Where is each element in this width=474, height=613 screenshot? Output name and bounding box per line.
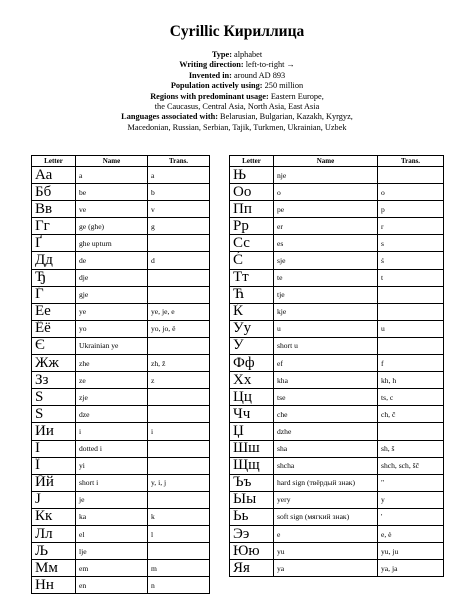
name-cell: ghe upturn (76, 235, 148, 252)
letter-cell: І (32, 440, 76, 457)
table-row (230, 252, 444, 269)
letter-cell: Ии (32, 423, 76, 440)
name-cell: yo (76, 320, 148, 337)
trans-cell: yu, ju (378, 543, 444, 560)
letter-cell: Љ (32, 543, 76, 560)
info-invented-in: Invented in: around AD 893 (188, 70, 286, 80)
name-cell: dje (76, 269, 148, 286)
table-row (230, 184, 444, 201)
table-row (32, 423, 210, 440)
name-cell: ye (76, 303, 148, 320)
name-cell: i (76, 423, 148, 440)
letter-cell: Ї (32, 457, 76, 474)
trans-cell: u (378, 320, 444, 337)
trans-cell: t (378, 269, 444, 286)
letter-cell: Зз (32, 372, 76, 389)
table-row (32, 252, 210, 269)
name-cell: dotted i (76, 440, 148, 457)
trans-cell (148, 457, 210, 474)
letter-cell: Хх (230, 372, 274, 389)
table-row (32, 577, 210, 594)
letter-cell: Чч (230, 406, 274, 423)
name-cell: yi (76, 457, 148, 474)
letter-cell: Ђ (32, 269, 76, 286)
table-header-row (32, 156, 210, 167)
table-row (32, 372, 210, 389)
table-row (230, 508, 444, 525)
trans-cell: yo, jo, ë (148, 320, 210, 337)
name-cell: er (274, 218, 378, 235)
trans-cell: ye, je, e (148, 303, 210, 320)
info-type: Type: alphabet (211, 50, 263, 59)
letter-cell: Ѕ (32, 389, 76, 406)
letter-cell: Щщ (230, 457, 274, 474)
trans-cell (378, 423, 444, 440)
letter-cell: Ґ (32, 235, 76, 252)
letter-cell: Дд (32, 252, 76, 269)
letter-cell: Нн (32, 577, 76, 594)
letter-cell: Ќ (230, 303, 274, 320)
letter-cell: Оо (230, 184, 274, 201)
name-cell: zje (76, 389, 148, 406)
table-row (32, 560, 210, 577)
table-row (32, 440, 210, 457)
name-cell: sje (274, 252, 378, 269)
trans-cell: e, è (378, 525, 444, 542)
name-cell: a (76, 167, 148, 184)
trans-cell: ya, ja (378, 560, 444, 577)
letter-cell: Сс (230, 235, 274, 252)
trans-cell: o (378, 184, 444, 201)
table-row (230, 286, 444, 303)
letter-cell: Ћ (230, 286, 274, 303)
trans-cell: i (148, 423, 210, 440)
trans-cell (378, 337, 444, 354)
name-cell: ya (274, 560, 378, 577)
table-row (32, 474, 210, 491)
info-languages: Languages associated with: Belarusian, Bulgarian, Kazakh, Kyrgyz, (121, 112, 353, 122)
trans-cell (378, 286, 444, 303)
table-row (230, 201, 444, 218)
table-row (32, 389, 210, 406)
letter-cell: Шш (230, 440, 274, 457)
letter-cell: Фф (230, 355, 274, 372)
trans-cell: n (148, 577, 210, 594)
table-row (32, 218, 210, 235)
letter-cell: Ѓ (32, 286, 76, 303)
header-name: Name (274, 156, 378, 167)
trans-cell: s (378, 235, 444, 252)
name-cell: pe (274, 201, 378, 218)
trans-cell (148, 235, 210, 252)
trans-cell: zh, ž (148, 355, 210, 372)
name-cell: tje (274, 286, 378, 303)
name-cell: gje (76, 286, 148, 303)
name-cell: es (274, 235, 378, 252)
letter-cell: Џ (230, 423, 274, 440)
trans-cell (148, 440, 210, 457)
trans-cell: ' (378, 508, 444, 525)
table-row (230, 372, 444, 389)
alphabet-info (0, 50, 474, 133)
letter-cell: Ј (32, 491, 76, 508)
name-cell: soft sign (мягкий знак) (274, 508, 378, 525)
letter-cell: Бб (32, 184, 76, 201)
trans-cell: p (378, 201, 444, 218)
trans-cell: k (148, 508, 210, 525)
table-row (230, 337, 444, 354)
letter-cell: Цц (230, 389, 274, 406)
name-cell: nje (274, 167, 378, 184)
letter-cell: Мм (32, 560, 76, 577)
table-row (230, 525, 444, 542)
letter-cell: Ьь (230, 508, 274, 525)
table-header-row (230, 156, 444, 167)
table-row (32, 406, 210, 423)
name-cell: ef (274, 355, 378, 372)
table-row (32, 491, 210, 508)
table-row (230, 389, 444, 406)
letter-cell: Ъъ (230, 474, 274, 491)
table-row (230, 440, 444, 457)
trans-cell: a (148, 167, 210, 184)
trans-cell: d (148, 252, 210, 269)
name-cell: el (76, 525, 148, 542)
table-row (32, 303, 210, 320)
letter-cell: Гг (32, 218, 76, 235)
table-row (230, 457, 444, 474)
table-row (230, 235, 444, 252)
trans-cell: " (378, 474, 444, 491)
trans-cell (378, 303, 444, 320)
trans-cell: shch, sch, šč (378, 457, 444, 474)
name-cell: tse (274, 389, 378, 406)
table-row (32, 355, 210, 372)
letter-cell: Юю (230, 543, 274, 560)
name-cell: hard sign (твёрдый знак) (274, 474, 378, 491)
header-name: Name (76, 156, 148, 167)
letters-table-right (229, 155, 444, 577)
info-population: Population actively using: 250 million (170, 81, 304, 91)
header-letter: Letter (230, 156, 274, 167)
trans-cell: ś (378, 252, 444, 269)
trans-cell: sh, š (378, 440, 444, 457)
letter-cell: Тт (230, 269, 274, 286)
trans-cell (378, 167, 444, 184)
trans-cell: ts, c (378, 389, 444, 406)
trans-cell: b (148, 184, 210, 201)
trans-cell: m (148, 560, 210, 577)
letter-cell: Жж (32, 355, 76, 372)
letter-cell: Ёё (32, 320, 76, 337)
header-letter: Letter (32, 156, 76, 167)
page-title: Cyrillic Кириллица (169, 23, 305, 40)
table-row (32, 269, 210, 286)
name-cell: be (76, 184, 148, 201)
table-row (230, 543, 444, 560)
table-row (32, 337, 210, 354)
info-languages-cont: Macedonian, Russian, Serbian, Tajik, Turkmen, Ukrainian, Uzbek (127, 122, 347, 132)
table-row (230, 423, 444, 440)
name-cell: lje (76, 543, 148, 560)
trans-cell (148, 269, 210, 286)
letter-cell: Ээ (230, 525, 274, 542)
name-cell: Ukrainian ye (76, 337, 148, 354)
letter-cell: Кк (32, 508, 76, 525)
name-cell: yery (274, 491, 378, 508)
info-regions: Regions with predominant usage: Eastern Europe, (150, 91, 324, 101)
table-row (32, 320, 210, 337)
name-cell: zhe (76, 355, 148, 372)
trans-cell (148, 286, 210, 303)
table-row (32, 167, 210, 184)
name-cell: short u (274, 337, 378, 354)
table-row (32, 543, 210, 560)
letter-cell: Ў (230, 337, 274, 354)
name-cell: te (274, 269, 378, 286)
table-row (230, 491, 444, 508)
trans-cell (148, 491, 210, 508)
trans-cell (148, 406, 210, 423)
name-cell: e (274, 525, 378, 542)
trans-cell: v (148, 201, 210, 218)
trans-cell (148, 543, 210, 560)
info-regions-cont: the Caucasus, Central Asia, North Asia, East Asia (154, 102, 320, 112)
letter-cell: Є (32, 337, 76, 354)
trans-cell: g (148, 218, 210, 235)
name-cell: che (274, 406, 378, 423)
trans-cell: r (378, 218, 444, 235)
table-row (230, 269, 444, 286)
table-row (32, 235, 210, 252)
table-row (230, 406, 444, 423)
letter-cell: Рр (230, 218, 274, 235)
name-cell: kje (274, 303, 378, 320)
name-cell: u (274, 320, 378, 337)
table-row (32, 457, 210, 474)
table-row (230, 560, 444, 577)
trans-cell (148, 337, 210, 354)
letter-cell: Яя (230, 560, 274, 577)
table-row (230, 218, 444, 235)
header-trans: Trans. (148, 156, 210, 167)
letter-cell: Вв (32, 201, 76, 218)
header-trans: Trans. (378, 156, 444, 167)
name-cell: ze (76, 372, 148, 389)
name-cell: sha (274, 440, 378, 457)
letter-cell: Пп (230, 201, 274, 218)
table-row (32, 201, 210, 218)
letter-cell: Уу (230, 320, 274, 337)
letter-cell: Аа (32, 167, 76, 184)
table-row (32, 184, 210, 201)
letter-cell: Ыы (230, 491, 274, 508)
trans-cell (148, 389, 210, 406)
table-row (32, 286, 210, 303)
name-cell: em (76, 560, 148, 577)
trans-cell: y, i, j (148, 474, 210, 491)
letter-cell: Ее (32, 303, 76, 320)
name-cell: dzhe (274, 423, 378, 440)
name-cell: kha (274, 372, 378, 389)
letter-cell: S (32, 406, 76, 423)
letter-cell: Ć (230, 252, 274, 269)
trans-cell: l (148, 525, 210, 542)
table-row (230, 320, 444, 337)
trans-cell: f (378, 355, 444, 372)
name-cell: je (76, 491, 148, 508)
name-cell: ve (76, 201, 148, 218)
name-cell: short i (76, 474, 148, 491)
name-cell: shcha (274, 457, 378, 474)
table-row (32, 508, 210, 525)
letters-table-left (31, 155, 210, 594)
trans-cell: kh, h (378, 372, 444, 389)
name-cell: ka (76, 508, 148, 525)
letter-cell: Йй (32, 474, 76, 491)
table-row (32, 525, 210, 542)
name-cell: o (274, 184, 378, 201)
name-cell: de (76, 252, 148, 269)
name-cell: yu (274, 543, 378, 560)
name-cell: en (76, 577, 148, 594)
name-cell: dze (76, 406, 148, 423)
letter-cell: Њ (230, 167, 274, 184)
table-row (230, 474, 444, 491)
trans-cell: ch, č (378, 406, 444, 423)
info-writing-direction: Writing direction: left-to-right → (179, 60, 295, 70)
name-cell: ge (ghe) (76, 218, 148, 235)
table-row (230, 303, 444, 320)
table-row (230, 355, 444, 372)
letter-cell: Лл (32, 525, 76, 542)
trans-cell: z (148, 372, 210, 389)
trans-cell: y (378, 491, 444, 508)
table-row (230, 167, 444, 184)
